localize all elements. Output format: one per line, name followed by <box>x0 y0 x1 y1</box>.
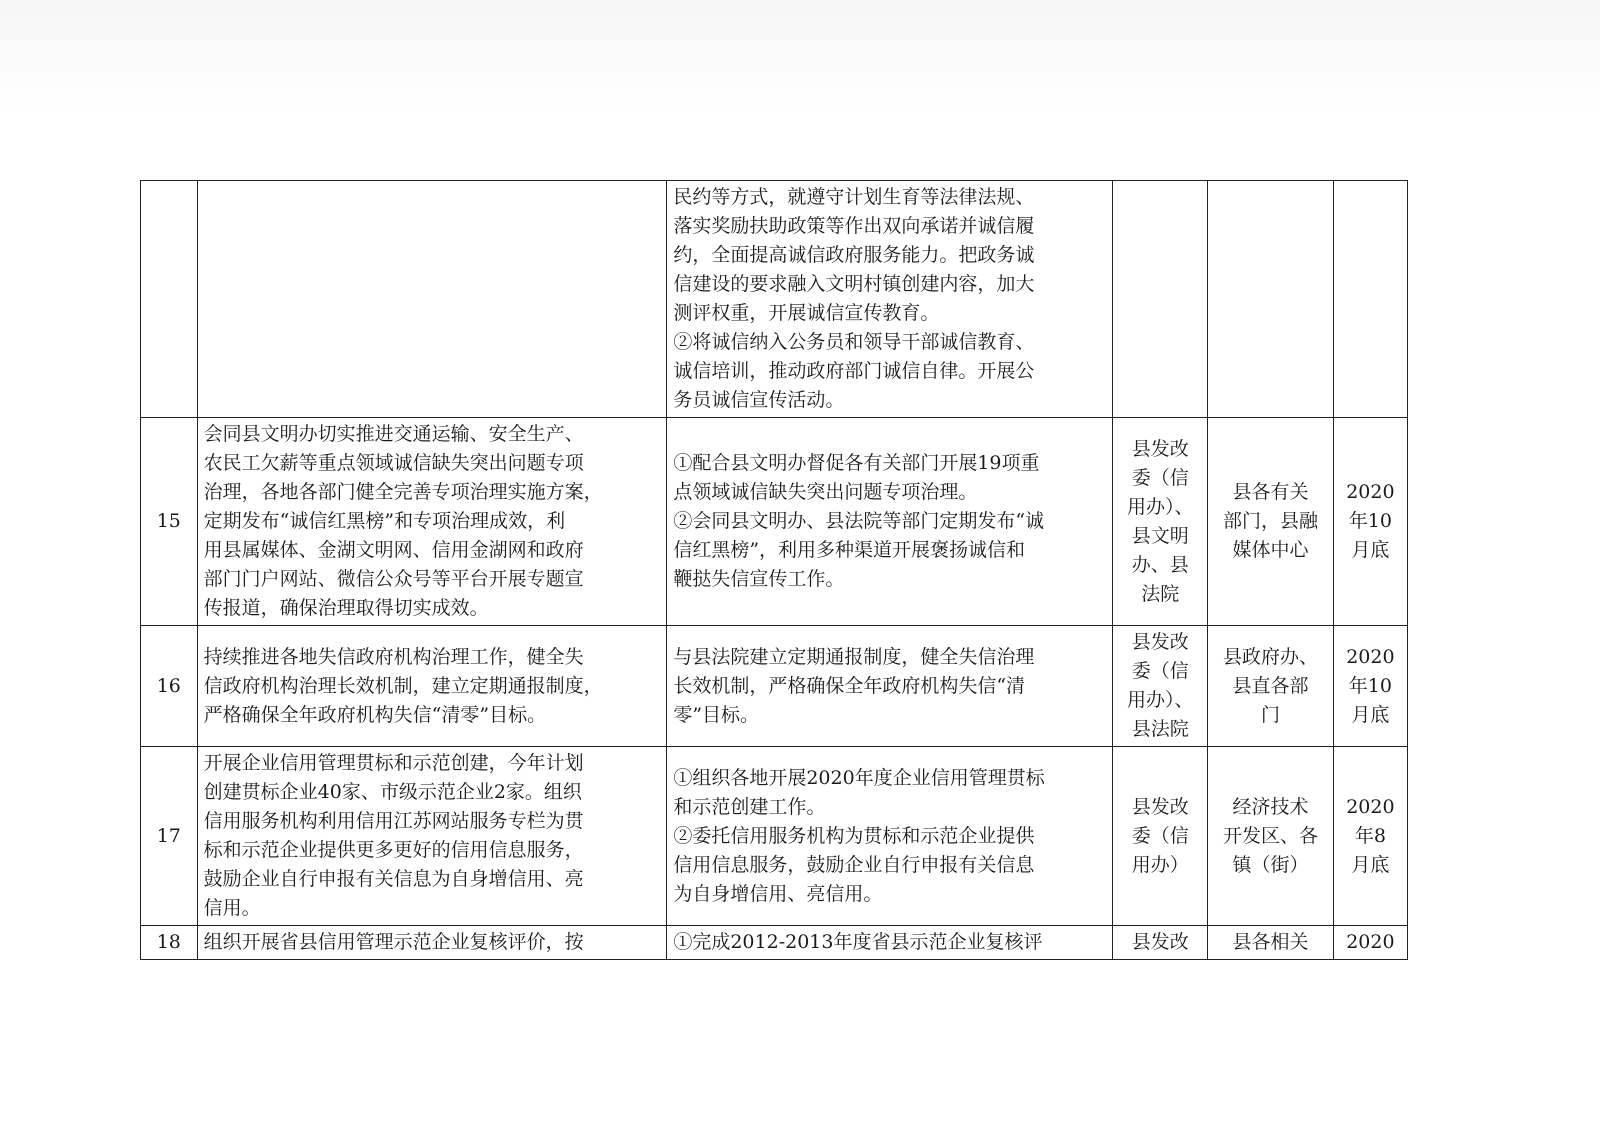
text-line: 经济技术 <box>1232 795 1309 818</box>
text-line: 农民工欠薪等重点领域诚信缺失突出问题专项 <box>203 452 584 474</box>
task-cell <box>197 418 667 626</box>
text-line: 县各有关 <box>1232 481 1309 503</box>
measures-cell <box>667 418 1113 626</box>
deadline-cell <box>1333 181 1407 418</box>
text-line: 点领域诚信缺失突出问题专项治理。 <box>673 481 978 503</box>
lead-unit-cell <box>1113 747 1208 926</box>
text-line: 创建贯标企业40家、市级示范企业2家。组织 <box>203 781 582 803</box>
text-line: 长效机制，严格确保全年政府机构失信“清 <box>673 674 1026 697</box>
table-row <box>141 926 1408 960</box>
text-line: 委（信 <box>1131 660 1189 682</box>
row-number: 15 <box>141 418 198 626</box>
task-cell <box>197 626 667 747</box>
row-number: 17 <box>141 747 198 926</box>
lead-unit-cell <box>1113 418 1208 626</box>
measures-cell <box>667 626 1113 747</box>
text-line: 用办）、 <box>1126 495 1194 518</box>
text-line: 鞭挞失信宣传工作。 <box>673 568 845 590</box>
work-plan-table <box>140 180 1408 960</box>
text-line: 门 <box>1260 703 1280 726</box>
text-line: 和示范创建工作。 <box>673 795 826 818</box>
coop-unit-cell <box>1208 626 1334 747</box>
row-number: 16 <box>141 626 198 747</box>
text-line: 约，全面提高诚信政府服务能力。把政务诚 <box>673 244 1035 266</box>
coop-unit-cell <box>1208 181 1334 418</box>
text-line: 开发区、各 <box>1222 824 1318 847</box>
lead-unit-cell <box>1113 626 1208 747</box>
text-line: 县直各部 <box>1232 674 1309 697</box>
text-line: 信用信息服务，鼓励企业自行申报有关信息 <box>673 853 1035 876</box>
measures-cell <box>667 926 1113 960</box>
text-line: 月底 <box>1351 853 1390 876</box>
text-line: ②会同县文明办、县法院等部门定期发布“诚 <box>673 510 1045 532</box>
text-line: 年8 <box>1354 824 1386 847</box>
task-cell <box>197 181 667 418</box>
text-line: ①组织各地开展2020年度企业信用管理贯标 <box>673 766 1045 789</box>
table-row <box>141 181 1408 418</box>
coop-unit-cell <box>1208 926 1334 960</box>
coop-unit-cell <box>1208 747 1334 926</box>
text-line: 2020 <box>1346 645 1395 668</box>
text-line: 与县法院建立定期通报制度，健全失信治理 <box>673 645 1035 668</box>
task-cell <box>197 926 667 960</box>
text-line: ②委托信用服务机构为贯标和示范企业提供 <box>673 824 1035 847</box>
text-line: 委（信 <box>1131 466 1189 489</box>
text-line: 县发改 <box>1131 931 1189 953</box>
measures-cell <box>667 181 1113 418</box>
text-line: 会同县文明办切实推进交通运输、安全生产、 <box>203 423 584 445</box>
text-line: 月底 <box>1351 703 1390 726</box>
text-line: 年10 <box>1348 674 1392 697</box>
table-row <box>141 747 1408 926</box>
text-line: 信红黑榜”，利用多种渠道开展褒扬诚信和 <box>673 539 1026 561</box>
text-line: 年10 <box>1348 510 1392 532</box>
text-line: 鼓励企业自行申报有关信息为自身增信用、亮 <box>203 868 584 890</box>
text-line: 县发改 <box>1131 437 1189 460</box>
table-row <box>141 626 1408 747</box>
text-line: 务员诚信宣传活动。 <box>673 389 845 411</box>
text-line: 媒体中心 <box>1232 539 1309 561</box>
task-cell <box>197 747 667 926</box>
text-line: 县法院 <box>1131 718 1189 740</box>
text-line: ①完成2012-2013年度省县示范企业复核评 <box>673 931 1043 953</box>
lead-unit-cell <box>1113 181 1208 418</box>
text-line: ①配合县文明办督促各有关部门开展19项重 <box>673 452 1040 474</box>
text-line: 法院 <box>1141 582 1180 605</box>
text-line: 县文明 <box>1131 524 1189 547</box>
text-line: 标和示范企业提供更多更好的信用信息服务， <box>203 839 584 861</box>
text-line: 为自身增信用、亮信用。 <box>673 882 883 905</box>
text-line: 测评权重，开展诚信宣传教育。 <box>673 302 940 324</box>
text-line: 严格确保全年政府机构失信“清零”目标。 <box>203 703 547 726</box>
text-line: 2020 <box>1346 481 1395 503</box>
text-line: 2020 <box>1346 795 1395 818</box>
text-line: 组织开展省县信用管理示范企业复核评价，按 <box>203 931 584 953</box>
lead-unit-cell <box>1113 926 1208 960</box>
text-line: ②将诚信纳入公务员和领导干部诚信教育、 <box>673 331 1035 353</box>
text-line: 部门，县融 <box>1222 510 1318 532</box>
text-line: 信政府机构治理长效机制，建立定期通报制度， <box>203 674 603 697</box>
deadline-cell <box>1333 926 1407 960</box>
measures-cell <box>667 747 1113 926</box>
table-row <box>141 418 1408 626</box>
text-line: 持续推进各地失信政府机构治理工作，健全失 <box>203 645 584 668</box>
text-line: 县政府办、 <box>1222 645 1318 668</box>
text-line: 2020 <box>1346 931 1395 953</box>
row-number: 18 <box>141 926 198 960</box>
text-line: 用办） <box>1131 853 1189 876</box>
deadline-cell <box>1333 626 1407 747</box>
text-line: 零”目标。 <box>673 703 760 726</box>
text-line: 落实奖励扶助政策等作出双向承诺并诚信履 <box>673 215 1035 237</box>
row-number <box>141 181 198 418</box>
text-line: 传报道，确保治理取得切实成效。 <box>203 597 489 619</box>
text-line: 月底 <box>1351 539 1390 561</box>
text-line: 办、县 <box>1131 553 1189 576</box>
text-line: 治理，各地各部门健全完善专项治理实施方案， <box>203 481 603 503</box>
deadline-cell <box>1333 747 1407 926</box>
text-line: 镇（街） <box>1232 853 1309 876</box>
coop-unit-cell <box>1208 418 1334 626</box>
text-line: 诚信培训，推动政府部门诚信自律。开展公 <box>673 360 1035 382</box>
text-line: 用县属媒体、金湖文明网、信用金湖网和政府 <box>203 539 584 561</box>
text-line: 部门门户网站、微信公众号等平台开展专题宣 <box>203 568 584 590</box>
text-line: 用办）、 <box>1126 689 1194 711</box>
text-line: 县发改 <box>1131 631 1189 653</box>
text-line: 开展企业信用管理贯标和示范创建，今年计划 <box>203 752 584 774</box>
text-line: 信用。 <box>203 897 261 919</box>
text-line: 民约等方式，就遵守计划生育等法律法规、 <box>673 186 1035 208</box>
text-line: 县各相关 <box>1232 931 1309 953</box>
text-line: 委（信 <box>1131 824 1189 847</box>
text-line: 定期发布“诚信红黑榜”和专项治理成效，利 <box>203 510 566 532</box>
text-line: 信用服务机构利用信用江苏网站服务专栏为贯 <box>203 810 584 832</box>
deadline-cell <box>1333 418 1407 626</box>
text-line: 县发改 <box>1131 795 1189 818</box>
text-line: 信建设的要求融入文明村镇创建内容，加大 <box>673 273 1035 295</box>
scan-top-shadow <box>0 0 1600 110</box>
